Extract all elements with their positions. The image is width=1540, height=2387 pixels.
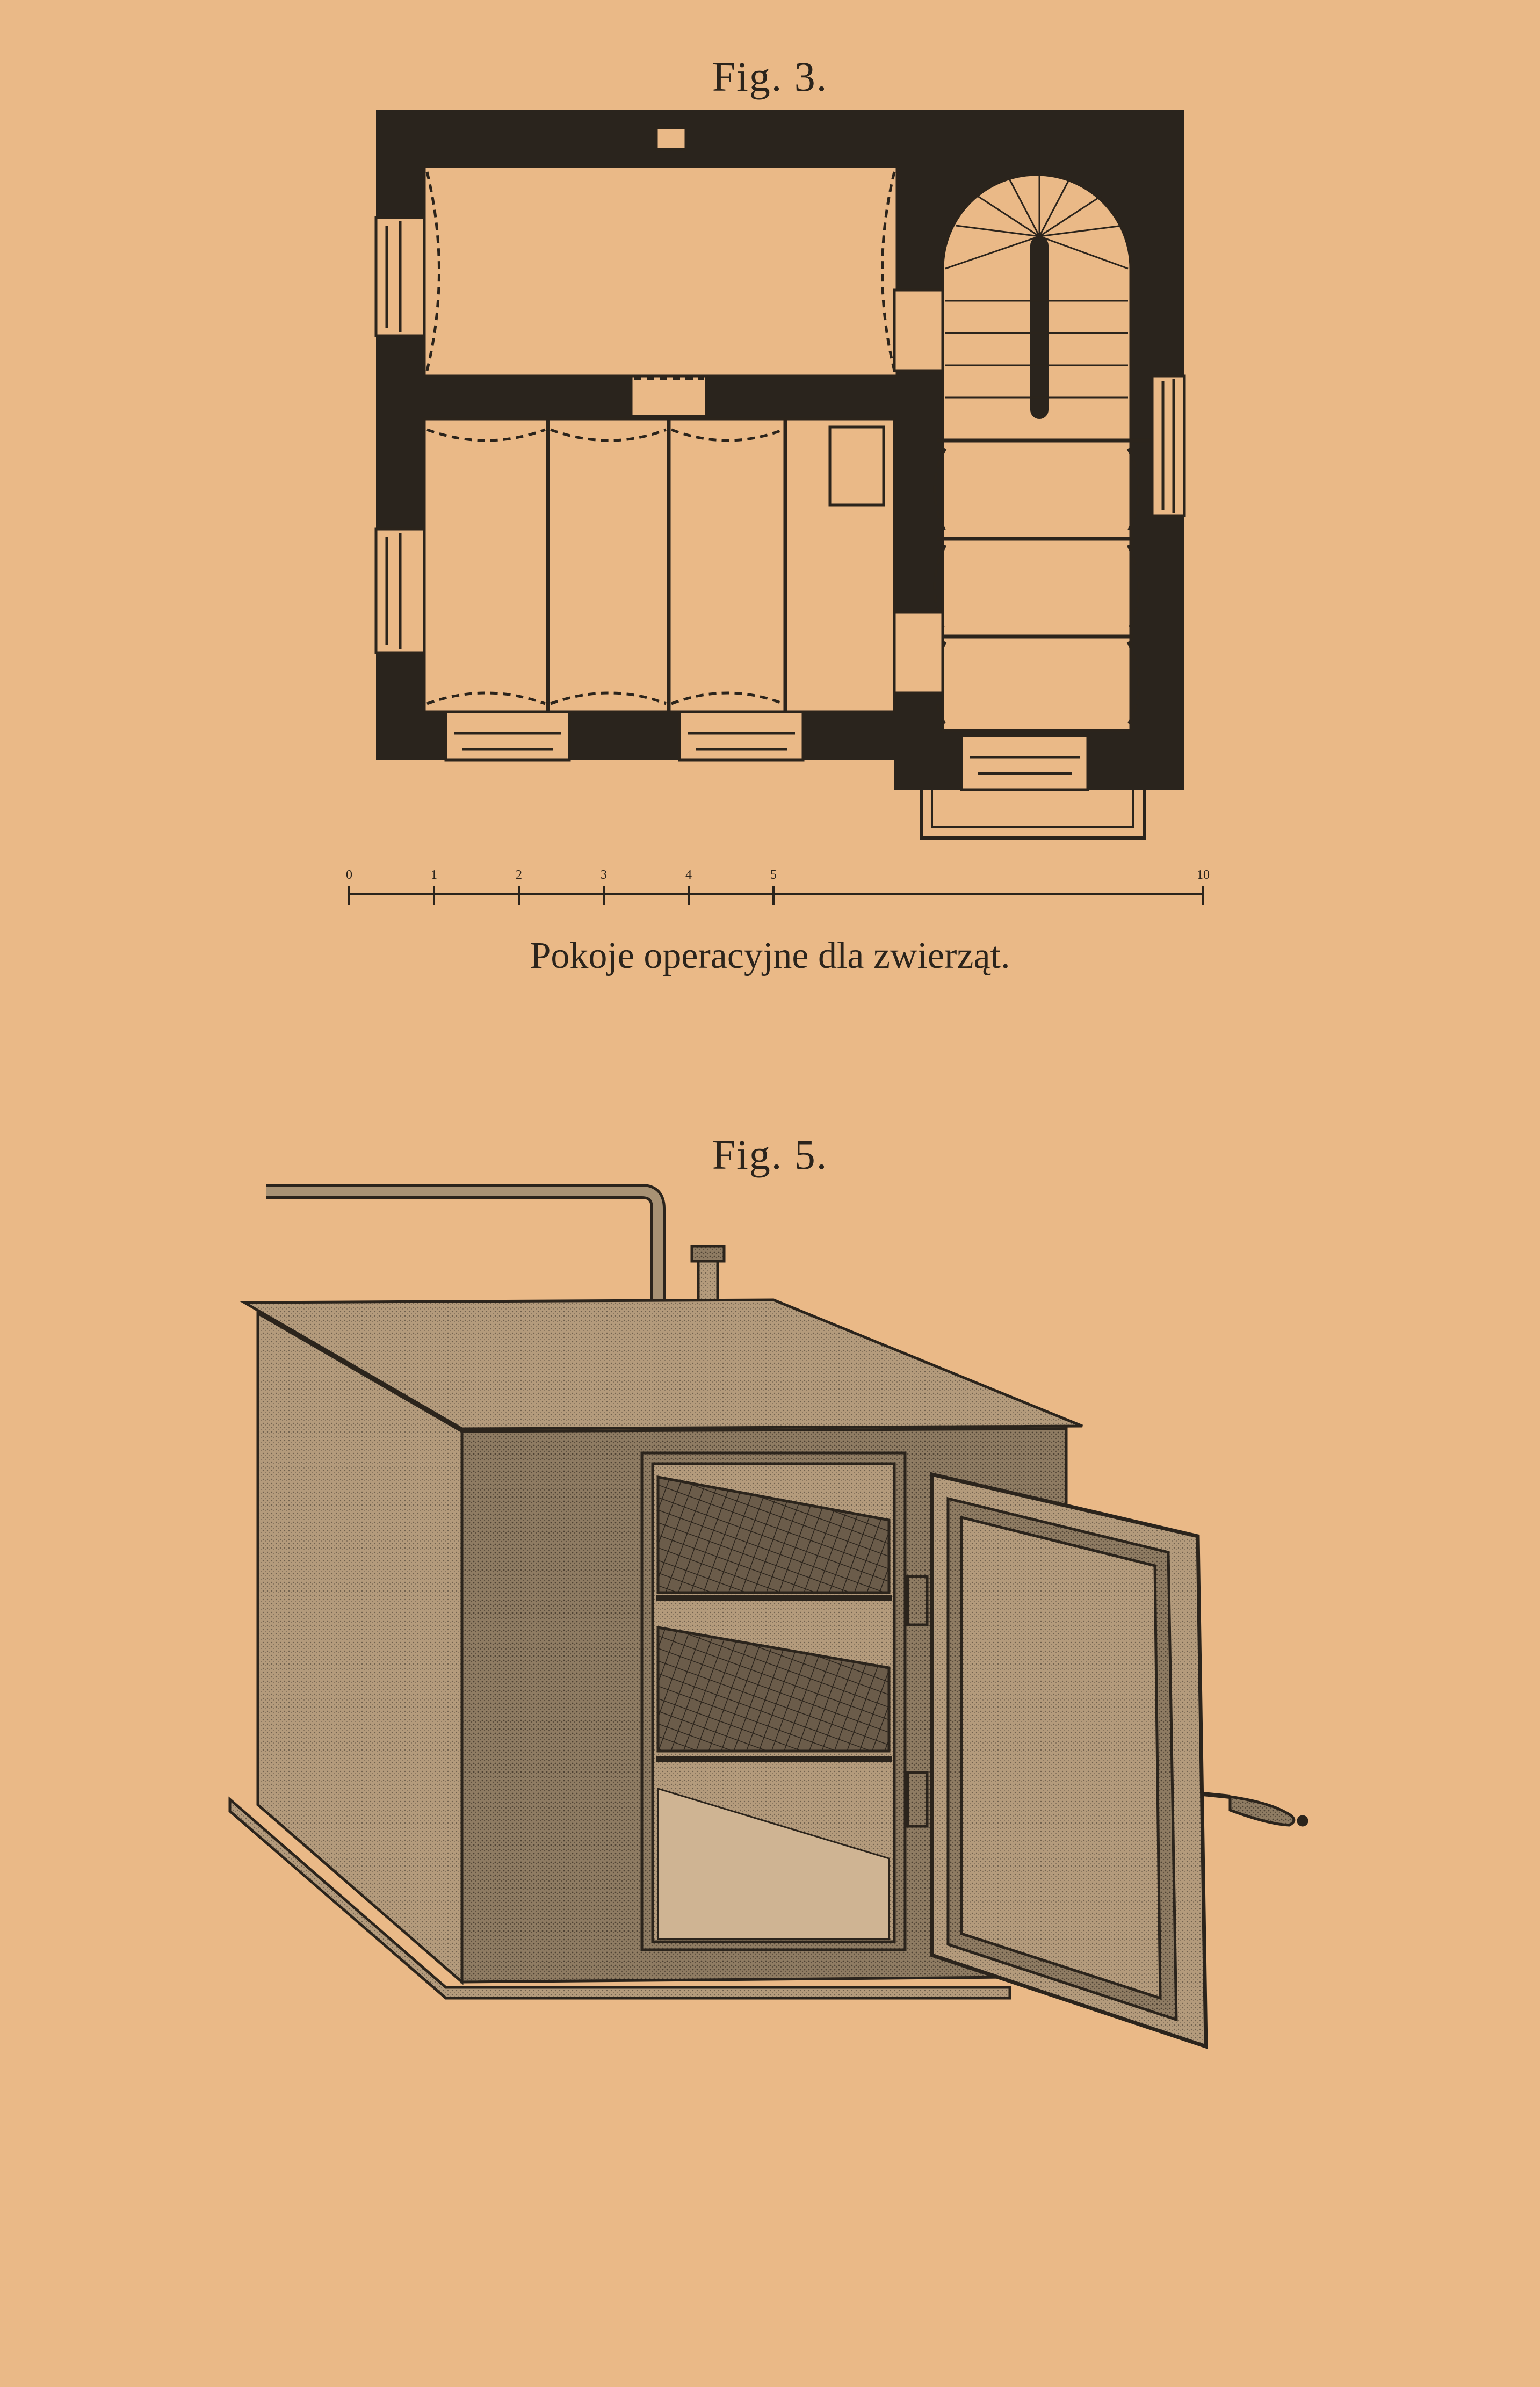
figure-5-incubator bbox=[230, 1191, 1307, 2046]
scale-tick-label: 2 bbox=[516, 868, 522, 882]
figure-3-caption: Pokoje operacyjne dla zwierząt. bbox=[530, 935, 1010, 977]
scale-tick-label: 4 bbox=[685, 868, 692, 882]
scale-tick-label: 1 bbox=[431, 868, 437, 882]
scale-tick-label: 0 bbox=[346, 868, 352, 882]
scale-tick-label: 5 bbox=[770, 868, 777, 882]
scale-bar bbox=[346, 868, 1210, 905]
scale-tick-label: 3 bbox=[601, 868, 607, 882]
figure-3-label: Fig. 3. bbox=[712, 53, 828, 100]
floor-plan-drawing bbox=[376, 110, 1184, 838]
figure-5-label: Fig. 5. bbox=[712, 1131, 828, 1178]
scale-tick-label: 10 bbox=[1197, 868, 1210, 882]
